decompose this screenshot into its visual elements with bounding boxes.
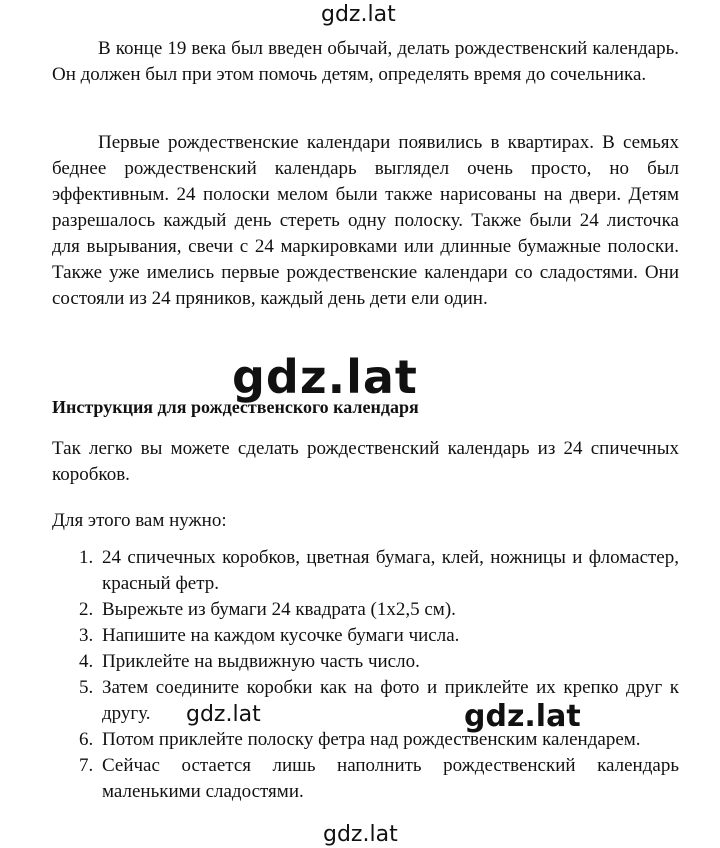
watermark-top: gdz.lat: [321, 2, 396, 27]
step-number: 5.: [79, 677, 94, 698]
step-text: Вырежьте из бумаги 24 квадрата (1х2,5 см).: [102, 599, 456, 620]
step-number: 3.: [79, 625, 94, 646]
watermark-mid-right: gdz.lat: [464, 699, 581, 734]
watermark-large: gdz.lat: [232, 350, 418, 404]
step-number: 7.: [79, 755, 94, 776]
watermark-bottom: gdz.lat: [323, 822, 398, 847]
step-text: Напишите на каждом кусочке бумаги числа.: [102, 625, 460, 646]
list-item: [52, 753, 679, 805]
steps-list: [52, 545, 679, 805]
list-item: [52, 597, 679, 623]
paragraph-history: Первые рождественские календари появились в квартирах. В семьях беднее рождественский календарь выглядел очень просто, но был эффективным. 24 полоски мелом были также нарисованы на двери. Детям разрешалось каждый день стереть одну полоску. Также были 24 листочка для вырывания, свечи с 24 маркировками или длинные бумажные полоски. Также уже имелись первые рождественские календари со сладостями. Они состояли из 24 пряников, каждый день дети ели один.: [52, 132, 679, 309]
list-item: [52, 675, 679, 727]
step-text: Сейчас остается лишь наполнить рождественский календарь маленькими сладостями.: [102, 755, 679, 802]
list-item: [52, 545, 679, 597]
list-item: [52, 727, 679, 753]
instructions-needs: Для этого вам нужно:: [52, 510, 227, 531]
step-number: 2.: [79, 599, 94, 620]
instructions-lead: Так легко вы можете сделать рождественский календарь из 24 спичечных коробков.: [52, 438, 679, 485]
step-number: 1.: [79, 547, 94, 568]
paragraph-intro: В конце 19 века был введен обычай, делать рождественский календарь. Он должен был при этом помочь детям, определять время до сочельника.: [52, 38, 679, 85]
step-text: Затем соедините коробки как на фото и приклейте их крепко друг к другу.: [102, 677, 679, 724]
list-item: [52, 623, 679, 649]
step-number: 4.: [79, 651, 94, 672]
step-text: 24 спичечных коробков, цветная бумага, клей, ножницы и фломастер, красный фетр.: [102, 547, 679, 594]
instructions-heading: Инструкция для рождественского календаря: [52, 397, 419, 417]
watermark-mid-left: gdz.lat: [186, 702, 261, 727]
step-text: Потом приклейте полоску фетра над рождественским календарем.: [102, 729, 641, 750]
step-text: Приклейте на выдвижную часть число.: [102, 651, 420, 672]
list-item: [52, 649, 679, 675]
step-number: 6.: [79, 729, 94, 750]
